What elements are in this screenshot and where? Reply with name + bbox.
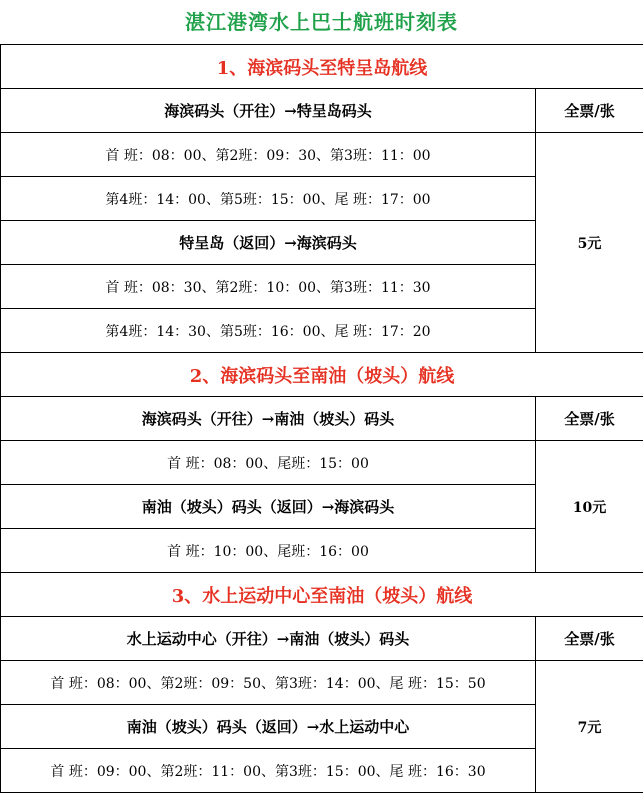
outbound-route-label: 水上运动中心（开往）→南油（坡头）码头	[1, 617, 536, 661]
route-header-row	[1, 617, 643, 661]
outbound-route-label: 海滨码头（开往）→特呈岛码头	[1, 89, 536, 133]
schedule-times: 首 班：08：00、第2班：09：30、第3班：11：00	[1, 133, 536, 177]
schedule-times: 首 班：10：00、尾班：16：00	[1, 529, 536, 573]
return-route-label: 特呈岛（返回）→海滨码头	[1, 221, 536, 265]
outbound-route-label: 海滨码头（开往）→南油（坡头）码头	[1, 397, 536, 441]
timetable	[0, 44, 643, 793]
schedule-times: 首 班：08：00、尾班：15：00	[1, 441, 536, 485]
route-header-row	[1, 397, 643, 441]
schedule-times: 第4班：14：00、第5班：15：00、尾 班：17：00	[1, 177, 536, 221]
schedule-row	[1, 661, 643, 705]
section-heading: 2、海滨码头至南油（坡头）航线	[1, 353, 643, 397]
return-route-label: 南油（坡头）码头（返回）→水上运动中心	[1, 705, 536, 749]
price-header: 全票/张	[536, 89, 643, 133]
page-title: 湛江港湾水上巴士航班时刻表	[185, 10, 458, 34]
price-header: 全票/张	[536, 617, 643, 661]
price-header: 全票/张	[536, 397, 643, 441]
section-2-heading-row	[1, 353, 643, 397]
schedule-times: 首 班：09：00、第2班：11：00、第3班：15：00、尾 班：16：30	[1, 749, 536, 793]
return-route-label: 南油（坡头）码头（返回）→海滨码头	[1, 485, 536, 529]
schedule-times: 首 班：08：00、第2班：09：50、第3班：14：00、尾 班：15：50	[1, 661, 536, 705]
section-3-heading-row	[1, 573, 643, 617]
schedule-times: 第4班：14：30、第5班：16：00、尾 班：17：20	[1, 309, 536, 353]
schedule-row	[1, 133, 643, 177]
schedule-times: 首 班：08：30、第2班：10：00、第3班：11：30	[1, 265, 536, 309]
fare-price: 10元	[536, 441, 643, 573]
route-header-row	[1, 89, 643, 133]
section-heading: 3、水上运动中心至南油（坡头）航线	[1, 573, 643, 617]
schedule-row	[1, 441, 643, 485]
fare-price: 5元	[536, 133, 643, 353]
fare-price: 7元	[536, 661, 643, 793]
section-heading: 1、海滨码头至特呈岛航线	[1, 45, 643, 89]
section-1-heading-row	[1, 45, 643, 89]
